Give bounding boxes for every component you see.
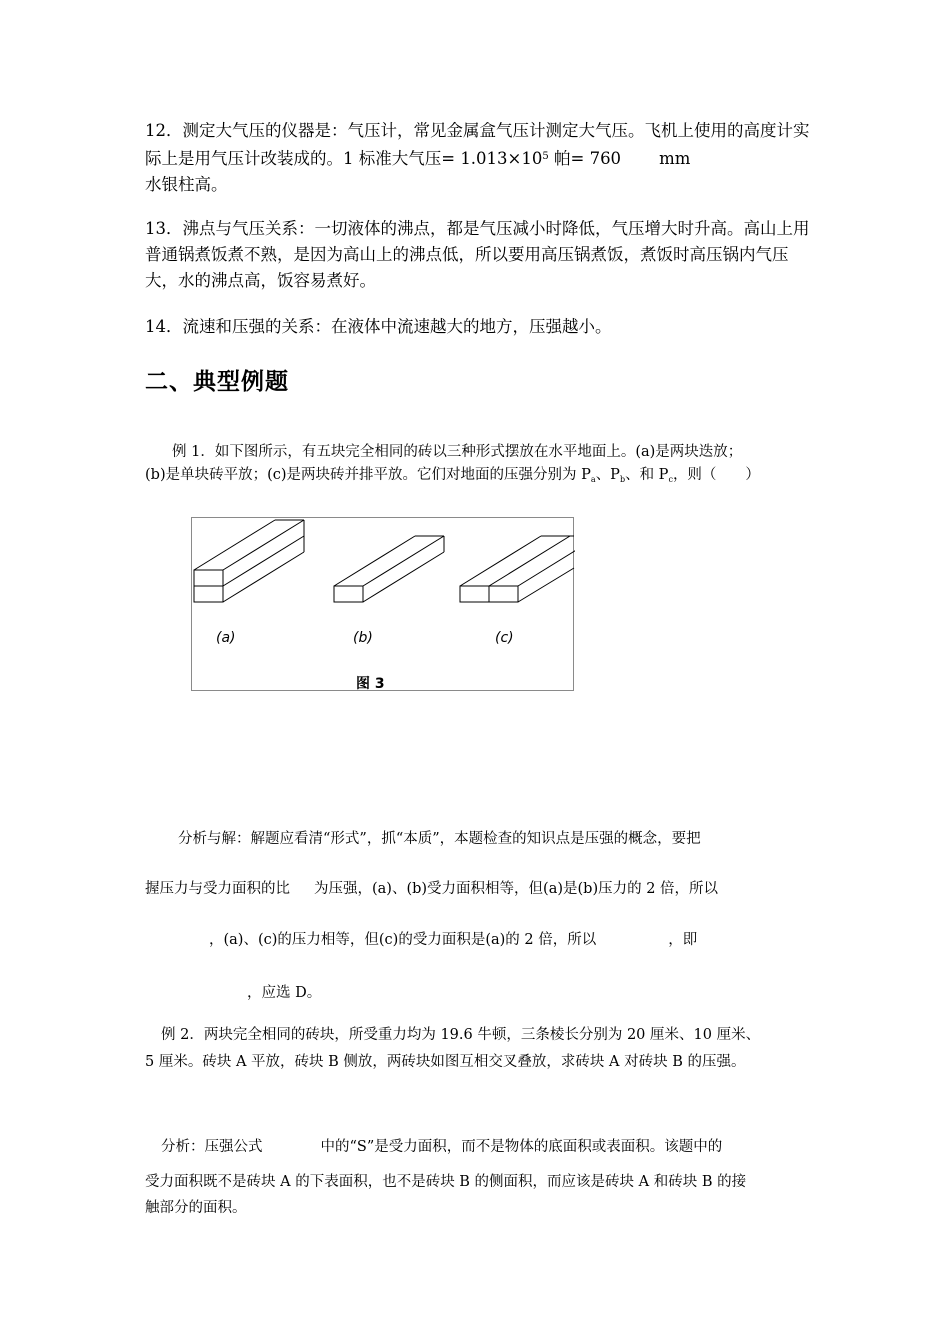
figure-caption: 图 3	[356, 676, 385, 692]
brick-single-b	[334, 536, 444, 602]
item-12-unit: mm	[659, 149, 691, 168]
analysis-2-line-1: 分析：压强公式 中的“S”是受力面积，而不是物体的底面积或表面积。该题中的	[161, 1139, 723, 1155]
brick-stack-a	[194, 520, 304, 602]
figure-label-a: (a)	[216, 630, 236, 646]
item-14: 14．流速和压强的关系：在液体中流速越大的地方，压强越小。	[145, 317, 612, 336]
example-1-line-2: (b)是单块砖平放；(c)是两块砖并排平放。它们对地面的压强分别为 $P_a$、$P_b$、和 $P_c$，则（ ）	[145, 467, 760, 484]
example-1-line-1: 例 1．如下图所示，有五块完全相同的砖以三种形式摆放在水平地面上。(a)是两块迭放；	[172, 444, 743, 460]
section-heading: 二、典型例题	[145, 369, 289, 395]
item-12-mid: 帕= 760	[548, 149, 622, 168]
example-2-line-2: 5 厘米。砖块 A 平放，砖块 B 侧放，两砖块如图互相交叉叠放，求砖块 A 对砖块 B 的压强。	[145, 1054, 746, 1070]
item-12-exponent: 5	[542, 151, 549, 162]
brick-pair-c	[460, 536, 575, 602]
item-12-end: 水银柱高。	[145, 175, 228, 194]
analysis-2-line-2: 受力面积既不是砖块 A 的下表面积，也不是砖块 B 的侧面积，而应该是砖块 A 和砖块 B 的接	[145, 1174, 747, 1190]
analysis-2-line-3: 触部分的面积。	[145, 1200, 247, 1216]
analysis-1-line-3: ，(a)、(c)的压力相等，但(c)的受力面积是(a)的 2 倍，所以 ，即	[209, 932, 698, 948]
item-13: 13．沸点与气压关系：一切液体的沸点，都是气压减小时降低，气压增大时升高。高山上用普通锅煮饭煮不熟，是因为高山上的沸点低，所以要用高压锅煮饭，煮饭时高压锅内气压大，水的沸点高，饭容易煮好。	[145, 219, 810, 290]
figure-label-c: (c)	[495, 630, 514, 646]
figure-bricks	[191, 517, 574, 691]
analysis-1-line-2: 握压力与受力面积的比 为压强，(a)、(b)受力面积相等，但(a)是(b)压力的 2 倍，所以	[145, 881, 719, 897]
analysis-1-line-1: 分析与解：解题应看清“形式”，抓“本质”，本题检查的知识点是压强的概念，要把	[178, 831, 701, 847]
item-12	[145, 118, 810, 198]
analysis-1-line-4: ，应选 D。	[247, 985, 322, 1001]
example-2-line-1: 例 2．两块完全相同的砖块，所受重力均为 19.6 牛顿，三条棱长分别为 20 厘米、10 厘米、	[161, 1027, 761, 1043]
item-12-text: 12．测定大气压的仪器是：气压计，常见金属盒气压计测定大气压。飞机上使用的高度计实际上是用气压计改装成的。1 标准大气压= 1.013×10	[145, 121, 810, 168]
figure-label-b: (b)	[353, 630, 373, 646]
brick-diagram	[192, 518, 575, 692]
